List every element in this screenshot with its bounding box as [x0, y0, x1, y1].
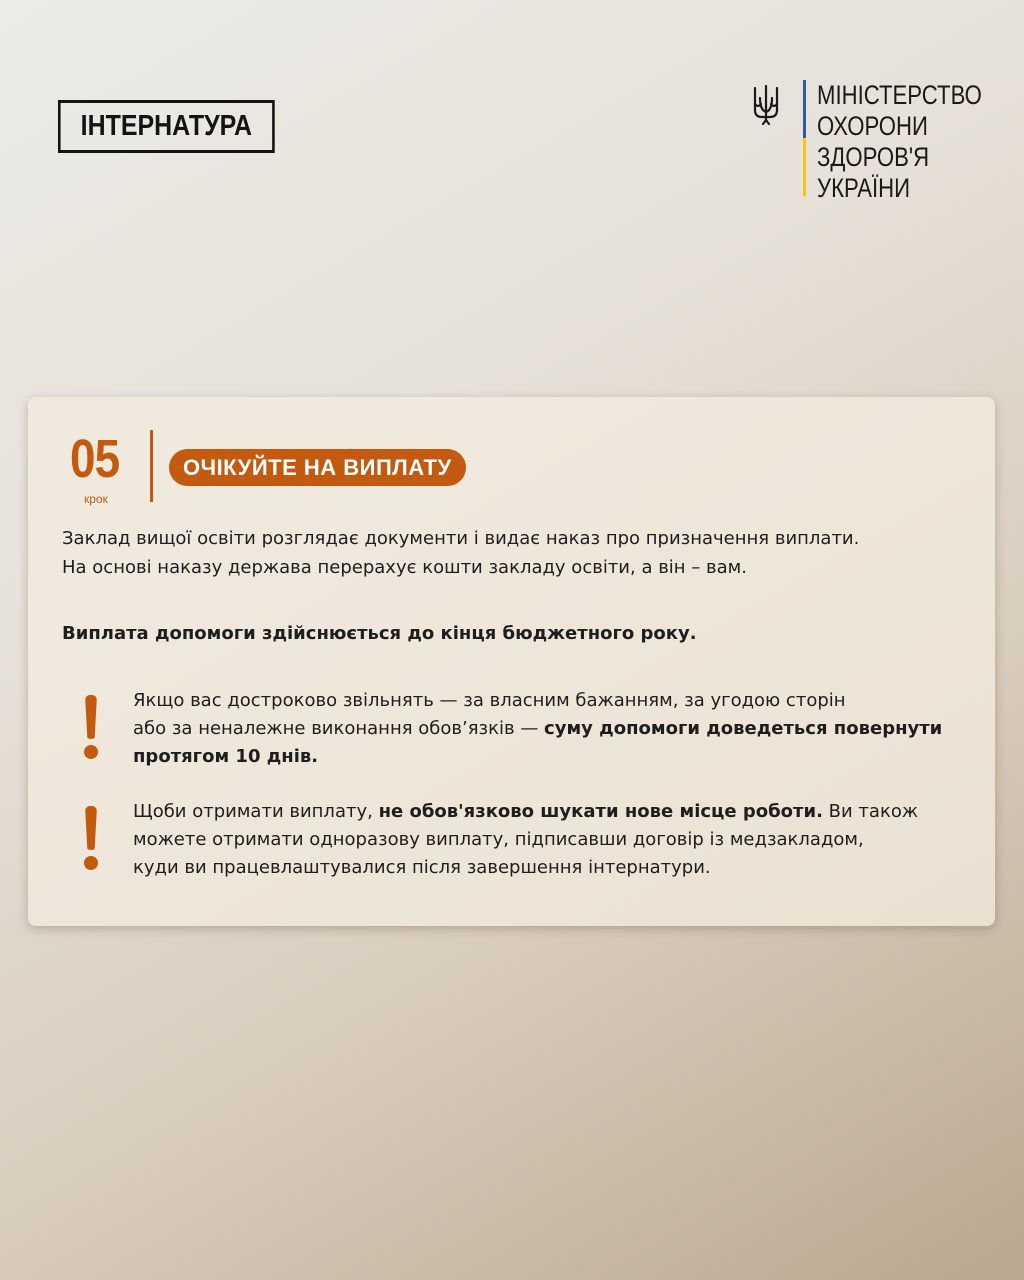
intro-paragraph — [62, 524, 859, 582]
warning-note-early-dismissal — [78, 687, 942, 771]
warning-note-text — [133, 687, 942, 771]
exclamation-icon — [78, 695, 108, 767]
intro-line-2: На основі наказу держава перерахує кошти закладу освіти, а він – вам. — [62, 557, 747, 578]
internatura-badge: ІНТЕРНАТУРА — [58, 100, 275, 153]
warning-note-new-job — [78, 798, 918, 882]
ministry-name-line-2: ОХОРОНИ — [817, 111, 928, 141]
warning-line-2: або за неналежне виконання обов’язків — суму допомоги доведеться повернути — [133, 718, 943, 739]
ministry-name-line-4: УКРАЇНИ — [817, 173, 911, 203]
step-card — [28, 397, 995, 926]
intro-line-1: Заклад вищої освіти розглядає документи і видає наказ про призначення виплати. — [62, 528, 860, 549]
warning-line-3: куди ви працевлаштувалися після завершення інтернатури. — [133, 857, 711, 878]
step-title: ОЧІКУЙТЕ НА ВИПЛАТУ — [169, 449, 466, 486]
ministry-name-line-3: ЗДОРОВ'Я — [817, 142, 930, 172]
step-number: 05 — [70, 429, 120, 489]
warning-line-1: Якщо вас достроково звільнять — за власним бажанням, за угодою сторін — [133, 690, 846, 711]
trident-icon — [752, 84, 780, 126]
step-divider — [150, 430, 153, 502]
ministry-name — [817, 80, 982, 204]
warning-line-2: можете отримати одноразову виплату, підписавши договір із медзакладом, — [133, 829, 864, 850]
ministry-logo — [752, 80, 1018, 204]
warning-line-1: Щоби отримати виплату, не обов'язково шукати нове місце роботи. Ви також — [133, 801, 919, 822]
logo-divider — [803, 80, 806, 196]
ministry-name-line-1: МІНІСТЕРСТВО — [817, 80, 982, 110]
deadline-statement: Виплата допомоги здійснюється до кінця бюджетного року. — [62, 623, 697, 644]
warning-note-text — [133, 798, 918, 882]
step-word: крок — [84, 492, 108, 506]
warning-line-3: протягом 10 днів. — [133, 746, 319, 767]
exclamation-icon — [78, 806, 108, 878]
